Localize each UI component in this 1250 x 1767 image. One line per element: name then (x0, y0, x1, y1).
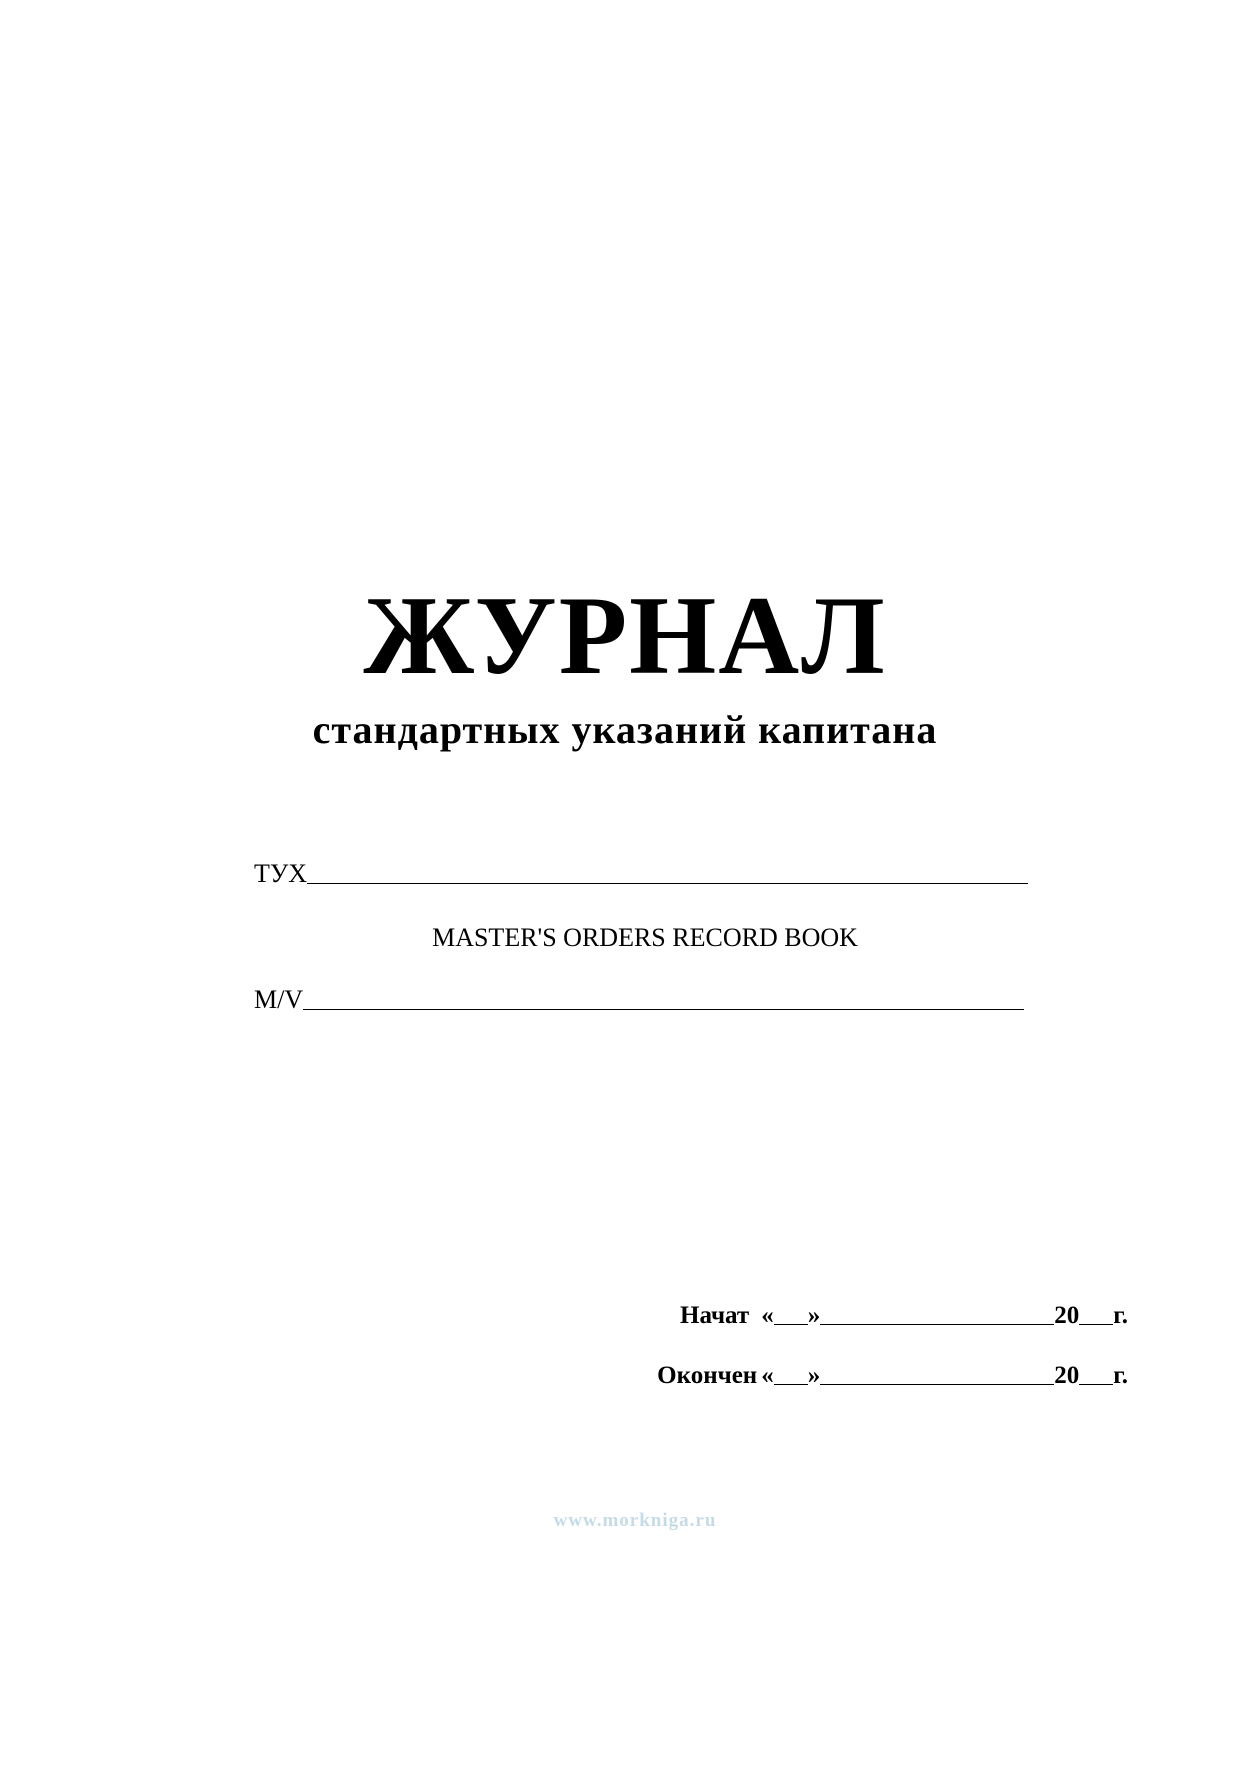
started-year-blank (1079, 1324, 1113, 1325)
finished-year-suffix: г. (1113, 1362, 1128, 1389)
ship-name-field-en (254, 987, 1024, 1013)
finished-day-blank (774, 1384, 808, 1385)
started-year-suffix: г. (1113, 1302, 1128, 1329)
started-quote-close: » (807, 1302, 821, 1329)
finished-month-blank (820, 1384, 1054, 1385)
finished-quote-close: » (807, 1362, 821, 1389)
finished-year-blank (1079, 1384, 1113, 1385)
ship-name-field-ru (254, 861, 1028, 887)
finished-date-row (657, 1363, 1128, 1388)
started-date-row (680, 1303, 1128, 1328)
journal-subtitle: стандартных указаний капитана (312, 707, 938, 752)
english-title: MASTER'S ORDERS RECORD BOOK (432, 923, 858, 952)
started-month-blank (820, 1324, 1054, 1325)
finished-quote-open: « (761, 1362, 774, 1389)
ship-name-blank-en (303, 1009, 1024, 1010)
ship-label-ru: ТУХ (254, 859, 308, 888)
started-quote-open: « (761, 1302, 774, 1329)
journal-title: ЖУРНАЛ (363, 574, 887, 698)
ship-label-en: M/V (254, 985, 304, 1014)
started-label: Начат (680, 1302, 750, 1329)
ship-name-blank-ru (307, 883, 1028, 884)
started-year-prefix: 20 (1054, 1302, 1080, 1329)
finished-year-prefix: 20 (1054, 1362, 1080, 1389)
watermark: www.morkniga.ru (553, 1510, 717, 1531)
started-day-blank (774, 1324, 808, 1325)
finished-label: Окончен (657, 1362, 758, 1389)
